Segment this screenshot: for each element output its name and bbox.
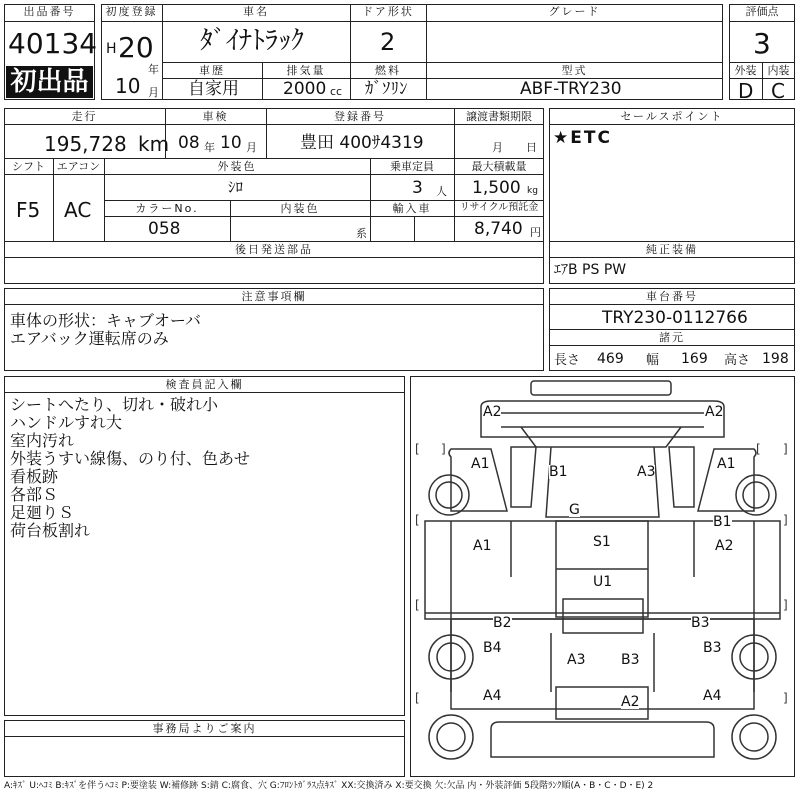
load-value: 1,500 bbox=[472, 178, 521, 198]
equipment-label: 純正装備 bbox=[646, 243, 698, 256]
damage-mark: B3 bbox=[691, 615, 710, 631]
interior-color-unit: 系 bbox=[356, 227, 367, 240]
model-label: 型式 bbox=[561, 64, 588, 77]
notes-line-2: エアバック運転席のみ bbox=[10, 329, 169, 348]
damage-mark: B3 bbox=[621, 652, 640, 668]
first-reg-year: 20 bbox=[118, 31, 154, 64]
import-label: 輸入車 bbox=[392, 202, 432, 215]
mileage-label: 走行 bbox=[71, 110, 98, 123]
displacement-label: 排気量 bbox=[286, 64, 326, 77]
damage-mark: A2 bbox=[483, 404, 502, 420]
mileage-unit: km bbox=[138, 132, 170, 156]
damage-mark: A1 bbox=[471, 456, 490, 472]
inspector-line: 各部Ｓ bbox=[10, 485, 59, 504]
capacity-label: 乗車定員 bbox=[390, 160, 434, 173]
capacity-value: 3 bbox=[412, 178, 423, 198]
inspection-year: 08 bbox=[178, 133, 200, 153]
color-no-value: 058 bbox=[148, 219, 181, 239]
height-label: 高さ bbox=[724, 353, 751, 368]
transfer-label: 譲渡書類期限 bbox=[466, 110, 532, 123]
notes-line-1: 車体の形状：キャブオーバ bbox=[10, 311, 202, 330]
first-listing-badge: 初出品 bbox=[6, 66, 93, 98]
listing-no: 40134 bbox=[8, 27, 98, 60]
inspector-line: 外装うすい線傷、のり付、色あせ bbox=[10, 449, 251, 468]
legend-text: A:ｷｽﾞ U:ﾍｺﾐ B:ｷｽﾞを伴うﾍｺﾐ P:要塗装 W:補修跡 S:錆 C:腐食、穴 G:ﾌﾛﾝﾄｶﾞﾗｽ点ｷｽﾞ XX:交換済み X:要交換 欠:欠品 内・外装評価 5段階ﾗﾝｸ順(A・B・C・D・E) 2 bbox=[4, 781, 654, 791]
notes-label: 注意事項欄 bbox=[241, 290, 307, 303]
damage-mark: A3 bbox=[637, 464, 656, 480]
shift-value: F5 bbox=[16, 198, 41, 222]
inspector-line: ハンドルすれ大 bbox=[10, 413, 123, 432]
length-label: 長さ bbox=[554, 353, 581, 368]
inspector-lines bbox=[10, 396, 250, 540]
ac-value: AC bbox=[64, 198, 92, 222]
fuel-label: 燃料 bbox=[375, 64, 401, 77]
svg-text:[: [ bbox=[756, 442, 761, 456]
svg-text:]: ] bbox=[441, 442, 446, 456]
inspector-label: 検査員記入欄 bbox=[165, 378, 244, 391]
damage-mark: A2 bbox=[715, 538, 734, 554]
first-reg-label: 初度登録 bbox=[105, 5, 158, 18]
damage-mark: G bbox=[569, 502, 580, 518]
mileage-value: 195,728 bbox=[44, 132, 127, 156]
damage-mark: B2 bbox=[493, 615, 512, 631]
spec-label: 諸元 bbox=[659, 331, 685, 344]
interior-grade: C bbox=[771, 79, 785, 103]
svg-text:]: ] bbox=[783, 442, 788, 456]
length-value: 469 bbox=[597, 351, 624, 367]
sales-point-text: ★ETC bbox=[553, 128, 612, 148]
damage-mark: B4 bbox=[483, 640, 502, 656]
load-unit: kg bbox=[527, 186, 538, 196]
chassis-label: 車台番号 bbox=[646, 290, 698, 303]
width-value: 169 bbox=[681, 351, 708, 367]
inspector-line: 荷台板割れ bbox=[10, 521, 91, 540]
ac-label: エアコン bbox=[56, 160, 101, 173]
inspector-line: 室内汚れ bbox=[10, 431, 75, 450]
damage-mark: A4 bbox=[483, 688, 502, 704]
sales-point-label: セールスポイント bbox=[620, 110, 724, 123]
inspector-line: 看板跡 bbox=[10, 467, 59, 486]
inspection-month: 10 bbox=[220, 133, 242, 153]
exterior-label: 外装 bbox=[734, 64, 757, 77]
svg-text:]: ] bbox=[783, 513, 788, 527]
damage-mark: U1 bbox=[593, 574, 613, 590]
car-name: ﾀﾞｲﾅﾄﾗｯｸ bbox=[200, 26, 305, 56]
svg-text:[: [ bbox=[415, 691, 420, 705]
damage-diagram bbox=[410, 376, 795, 777]
score-value: 3 bbox=[753, 27, 771, 60]
inspector-line: 足廻りＳ bbox=[10, 503, 75, 522]
damage-mark: A3 bbox=[567, 652, 586, 668]
damage-mark: B1 bbox=[549, 464, 568, 480]
capacity-unit: 人 bbox=[436, 185, 447, 198]
color-label: 外装色 bbox=[217, 160, 257, 173]
svg-text:]: ] bbox=[783, 691, 788, 705]
load-label: 最大積載量 bbox=[471, 160, 527, 173]
chassis-number: TRY230-0112766 bbox=[602, 308, 748, 328]
width-label: 幅 bbox=[646, 353, 660, 368]
damage-mark: S1 bbox=[593, 534, 611, 550]
transfer-month-unit: 月 bbox=[492, 141, 503, 154]
inspection-month-unit: 月 bbox=[246, 141, 257, 154]
damage-mark: A1 bbox=[473, 538, 492, 554]
damage-mark: B1 bbox=[713, 514, 732, 530]
shift-label: シフト bbox=[12, 160, 45, 173]
history-value: 自家用 bbox=[188, 79, 239, 99]
plate-value: 豊田 400ｻ4319 bbox=[300, 133, 424, 153]
era: H bbox=[106, 41, 117, 57]
equipment-text: ｴｱB PS PW bbox=[554, 262, 627, 278]
inspection-year-unit: 年 bbox=[204, 141, 215, 154]
year-unit: 年 bbox=[148, 63, 159, 76]
svg-text:[: [ bbox=[415, 513, 420, 527]
first-reg-month: 10 bbox=[115, 74, 141, 98]
transfer-day-unit: 日 bbox=[526, 141, 537, 154]
exterior-grade: D bbox=[738, 79, 754, 103]
svg-text:]: ] bbox=[783, 598, 788, 612]
color-value: ｼﾛ bbox=[228, 178, 244, 196]
damage-mark: A1 bbox=[717, 456, 736, 472]
inspector-line: シートへたり、切れ・破れ小 bbox=[10, 395, 219, 414]
damage-mark: A2 bbox=[705, 404, 724, 420]
interior-label: 内装 bbox=[767, 64, 790, 77]
interior-color-label: 内装色 bbox=[280, 202, 320, 215]
listing-no-label: 出品番号 bbox=[23, 5, 76, 18]
door-label: ドア形状 bbox=[362, 5, 414, 18]
svg-text:[: [ bbox=[415, 598, 420, 612]
recycle-unit: 円 bbox=[530, 226, 541, 239]
inspection-label: 車検 bbox=[202, 110, 229, 123]
history-label: 車歴 bbox=[199, 64, 225, 77]
fuel-value: ｶﾞｿﾘﾝ bbox=[365, 79, 408, 99]
score-label: 評価点 bbox=[745, 5, 779, 18]
displacement-value: 2000 bbox=[283, 79, 327, 99]
damage-mark: A4 bbox=[703, 688, 722, 704]
plate-label: 登録番号 bbox=[334, 110, 386, 123]
recycle-value: 8,740 bbox=[474, 219, 523, 239]
damage-mark: B3 bbox=[703, 640, 722, 656]
color-no-label: カラーNo. bbox=[135, 202, 199, 215]
grade-label: グレード bbox=[548, 5, 601, 18]
car-name-label: 車名 bbox=[243, 5, 269, 18]
displacement-unit: cc bbox=[330, 85, 343, 98]
svg-text:[: [ bbox=[415, 442, 420, 456]
recycle-label: リサイクル預託金 bbox=[459, 202, 539, 213]
month-unit: 月 bbox=[148, 86, 159, 99]
model-value: ABF-TRY230 bbox=[520, 79, 622, 99]
later-parts-label: 後日発送部品 bbox=[235, 243, 313, 256]
height-value: 198 bbox=[762, 351, 789, 367]
office-label: 事務局よりご案内 bbox=[152, 722, 257, 735]
damage-mark: A2 bbox=[621, 694, 640, 710]
door-value: 2 bbox=[380, 28, 396, 56]
